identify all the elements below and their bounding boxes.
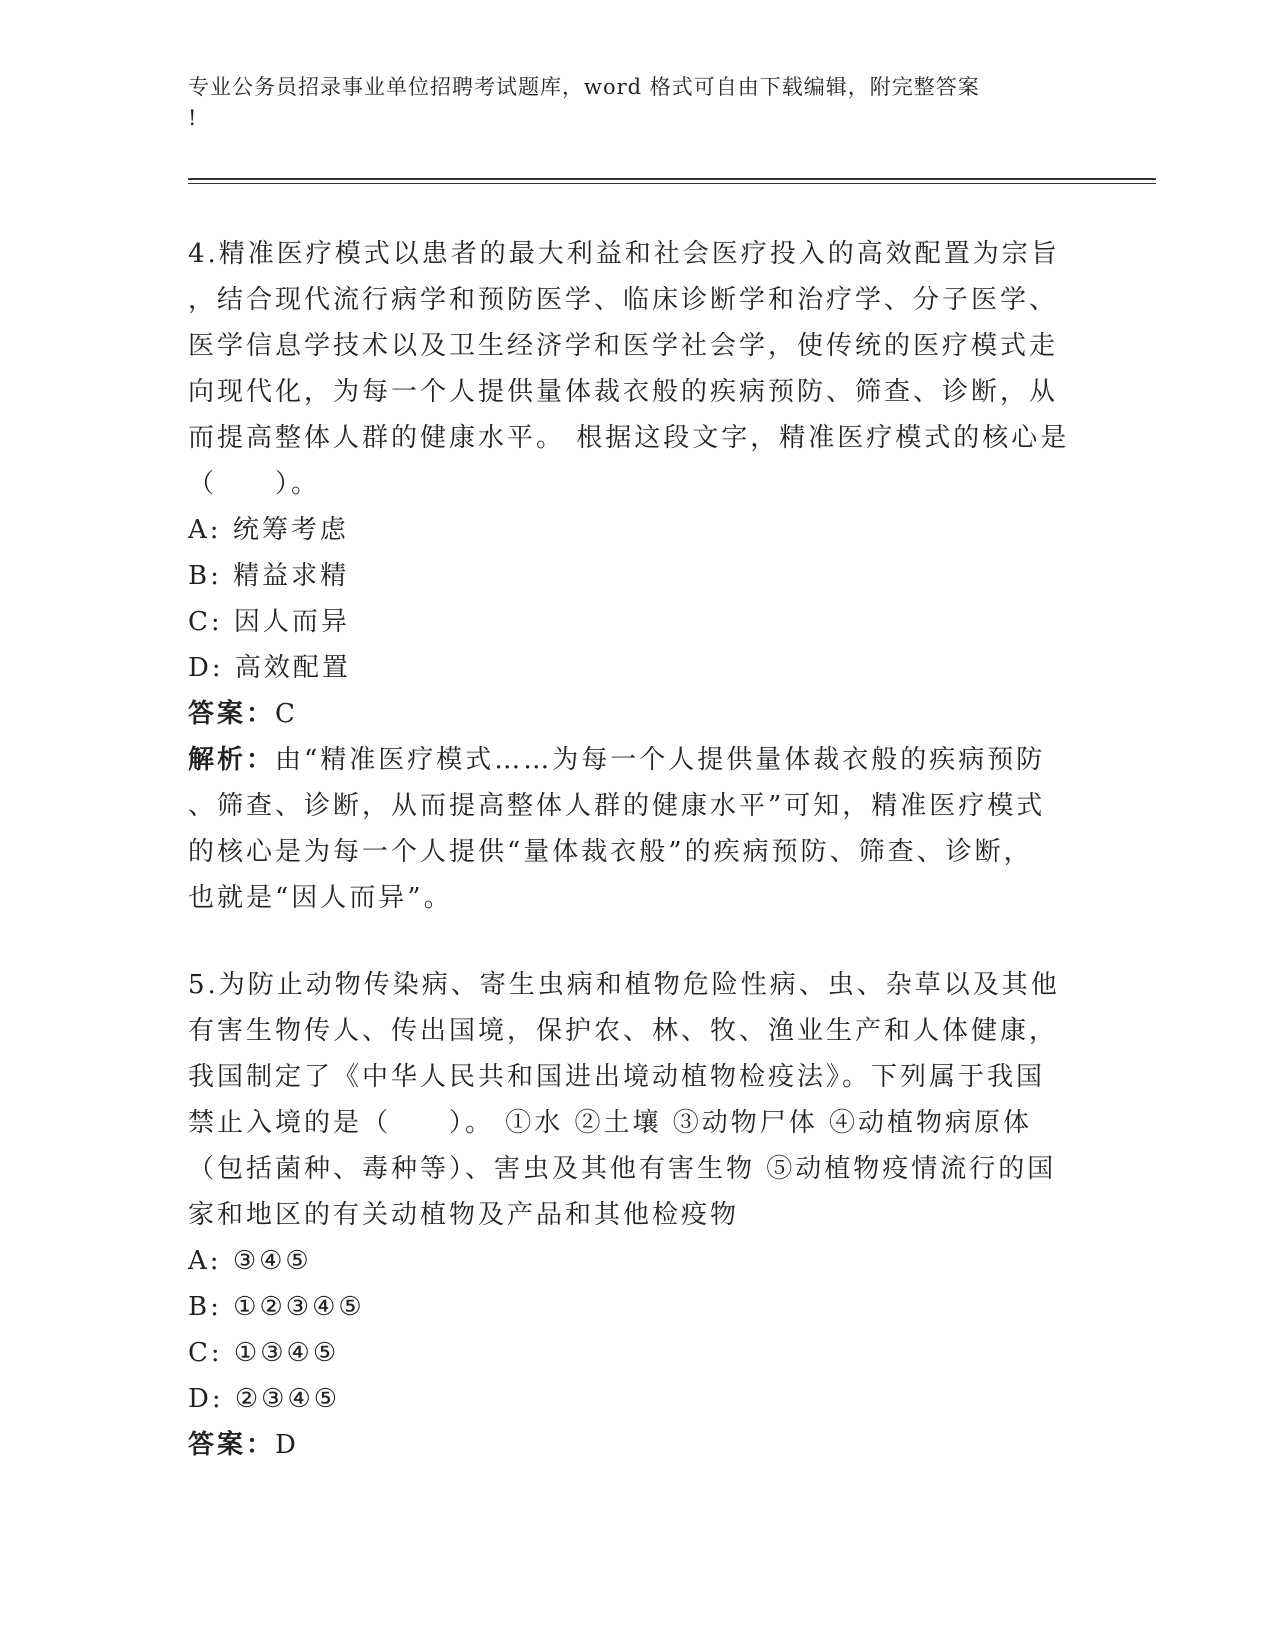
option-letter: B: [188,1292,222,1322]
analysis-label: 解析： [188,745,276,775]
question-4-analysis-line-1 [188,737,1088,783]
question-4-analysis-line-4: 也就是“因人而异”。 [188,883,453,913]
option-text: 精益求精 [233,561,350,591]
question-4-option-b [188,553,1088,599]
question-4-stem-line-3: 医学信息学技术以及卫生经济学和医学社会学，使传统的医疗模式走 [188,331,1059,361]
question-4-option-a [188,507,1088,553]
question-4-answer [188,691,1088,737]
option-letter: C: [188,607,223,637]
option-letter: C: [188,1338,223,1368]
question-4-stem-line-1: 4.精准医疗模式以患者的最大利益和社会医疗投入的高效配置为宗旨 [188,239,1060,269]
question-5 [188,962,1088,1468]
question-4-analysis-line-3: 的核心是为每一个人提供“量体裁衣般”的疾病预防、筛查、诊断， [188,837,1033,867]
question-5-answer [188,1422,1088,1468]
option-text: 因人而异 [233,607,350,637]
question-4-analysis-line-2: 、筛查、诊断，从而提高整体人群的健康水平”可知，精准医疗模式 [188,791,1046,821]
question-4-option-c [188,599,1088,645]
question-4-stem-line-6: （ ）。 [188,469,321,499]
question-5-stem-line-2: 有害生物传人、传出国境，保护农、林、牧、渔业生产和人体健康， [188,1016,1059,1046]
question-4 [188,231,1088,921]
analysis-text: 由“精准医疗模式……为每一个人提供量体裁衣般的疾病预防 [275,745,1046,775]
option-text: ①③④⑤ [233,1338,340,1368]
question-5-stem-line-3: 我国制定了《中华人民共和国进出境动植物检疫法》。下列属于我国 [188,1062,1046,1092]
question-4-stem-line-2: ，结合现代流行病学和预防医学、临床诊断学和治疗学、分子医学、 [188,285,1059,315]
answer-label: 答案： [188,699,276,729]
header-banner [188,72,1088,134]
question-5-stem-line-5: （包括菌种、毒种等）、害虫及其他有害生物 ⑤动植物疫情流行的国 [188,1154,1057,1184]
question-5-option-a [188,1238,1088,1284]
option-text: ②③④⑤ [234,1384,341,1414]
question-5-option-d [188,1376,1088,1422]
question-5-stem-line-1: 5.为防止动物传染病、寄生虫病和植物危险性病、虫、杂草以及其他 [188,970,1060,1000]
header-line-1: 专业公务员招录事业单位招聘考试题库，word 格式可自由下载编辑，附完整答案 [188,75,980,99]
header-line-2: ! [188,106,198,130]
question-4-stem-line-5: 而提高整体人群的健康水平。 根据这段文字，精准医疗模式的核心是 [188,423,1070,453]
answer-label: 答案： [188,1430,276,1460]
question-4-stem-line-4: 向现代化，为每一个人提供量体裁衣般的疾病预防、筛查、诊断，从 [188,377,1059,407]
option-letter: A: [188,515,222,545]
option-letter: B: [188,561,222,591]
answer-value: C [275,699,298,729]
option-text: ③④⑤ [232,1246,312,1276]
question-5-option-c [188,1330,1088,1376]
answer-value: D [275,1430,299,1460]
question-4-option-d [188,645,1088,691]
option-text: 统筹考虑 [232,515,349,545]
question-5-stem-line-4: 禁止入境的是（ ）。 ①水 ②土壤 ③动物尸体 ④动植物病原体 [188,1108,1033,1138]
question-5-stem-line-6: 家和地区的有关动植物及产品和其他检疫物 [188,1200,740,1230]
option-letter: D: [188,1384,224,1414]
option-letter: D: [188,653,224,683]
option-text: ①②③④⑤ [233,1292,365,1322]
header-divider [188,178,1156,184]
question-5-option-b [188,1284,1088,1330]
option-letter: A: [188,1246,222,1276]
option-text: 高效配置 [234,653,351,683]
